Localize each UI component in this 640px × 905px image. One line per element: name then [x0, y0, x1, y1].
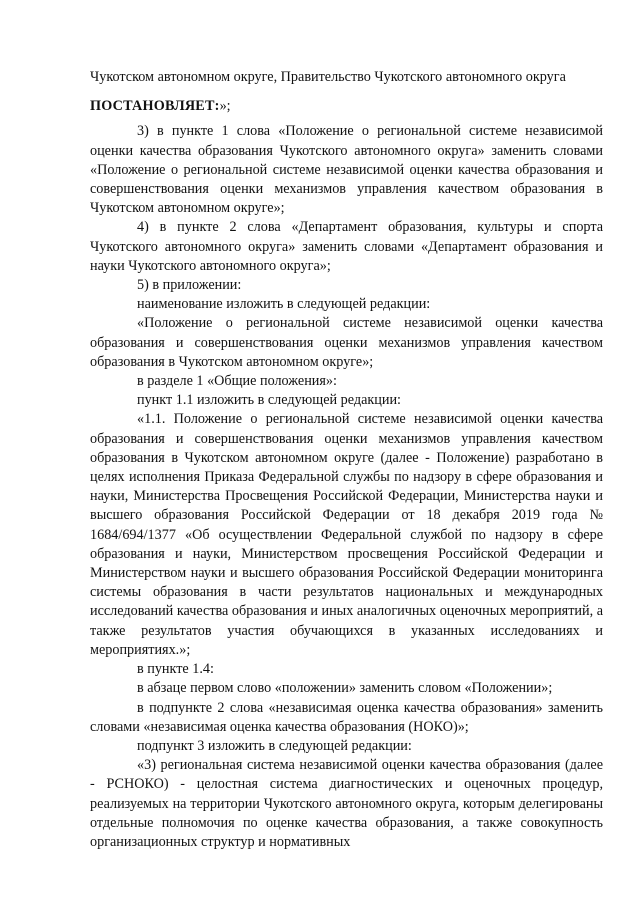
paragraph-item-4: 4) в пункте 2 слова «Департамент образования, культуры и спорта Чукотского автономного округа» заменить словами «Департамент образования и науки Чукотского автономного округа»; — [90, 219, 603, 274]
paragraph-title-quote: «Положение о региональной системе независимой оценки качества образования и совершенствования оценки механизмов управления качеством образования в Чукотском автономном округе»; — [90, 315, 603, 370]
paragraph-point-1-4: в пункте 1.4: — [137, 661, 214, 678]
paragraph-section-1: в разделе 1 «Общие положения»: — [137, 373, 337, 390]
document-body — [90, 68, 603, 852]
paragraph-subpoint-3: подпункт 3 изложить в следующей редакции: — [137, 737, 412, 754]
paragraph-subpoint-2: в подпункте 2 слова «независимая оценка качества образования» заменить словами «независимая оценка качества образования (НОКО)»; — [90, 699, 603, 735]
paragraph-subpoint-3-text: «3) региональная система независимой оценки качества образования (далее - РСНОКО) - целостная система диагностических и оценочных процедур, реализуемых на территории Чукотского автономного округа, которым делегированы отдельные полномочия по оценке качества образования, а также совокупность организационных структур и нормативных — [90, 757, 603, 850]
decree-heading-bold: ПОСТАНОВЛЯЕТ: — [90, 98, 220, 115]
decree-heading — [90, 97, 603, 116]
paragraph-item-5: 5) в приложении: — [137, 277, 242, 294]
decree-heading-tail: »; — [219, 98, 231, 115]
paragraph-title-edit: наименование изложить в следующей редакции: — [137, 296, 431, 313]
paragraph-item-3: 3) в пункте 1 слова «Положение о региональной системе независимой оценки качества образования Чукотского автономного округа» заменить словами «Положение о региональной системе независимой оценки качества образования и совершенствования оценки механизмов управления качеством образования в Чукотском автономном округе»; — [90, 123, 603, 217]
paragraph-intro: Чукотском автономном округе, Правительство Чукотского автономного округа — [90, 69, 566, 85]
paragraph-first-abzac: в абзаце первом слово «положении» заменить словом «Положении»; — [137, 680, 553, 697]
paragraph-point-1-1: пункт 1.1 изложить в следующей редакции: — [137, 392, 401, 409]
paragraph-point-1-1-text: «1.1. Положение о региональной системе независимой оценки качества образования и совершенствования оценки механизмов управления качеством образования в Чукотском автономном округе (далее - Положение) разработано в целях исполнения Приказа Федеральной службы по надзору в сфере образования и науки, Министерства Просвещения Российской Федерации, Министерства науки и высшего образования Российской Федерации от 18 декабря 2019 года № 1684/694/1377 «Об осуществлении Федеральной службой по надзору в сфере образования и науки, Министерством просвещения Российской Федерации и Министерством науки и высшего образования Российской Федерации мониторинга системы образования в части результатов национальных и международных исследований качества образования и иных аналогичных оценочных мероприятий, а также результатов участия обучающихся в указанных исследованиях и мероприятиях.»; — [90, 411, 603, 658]
